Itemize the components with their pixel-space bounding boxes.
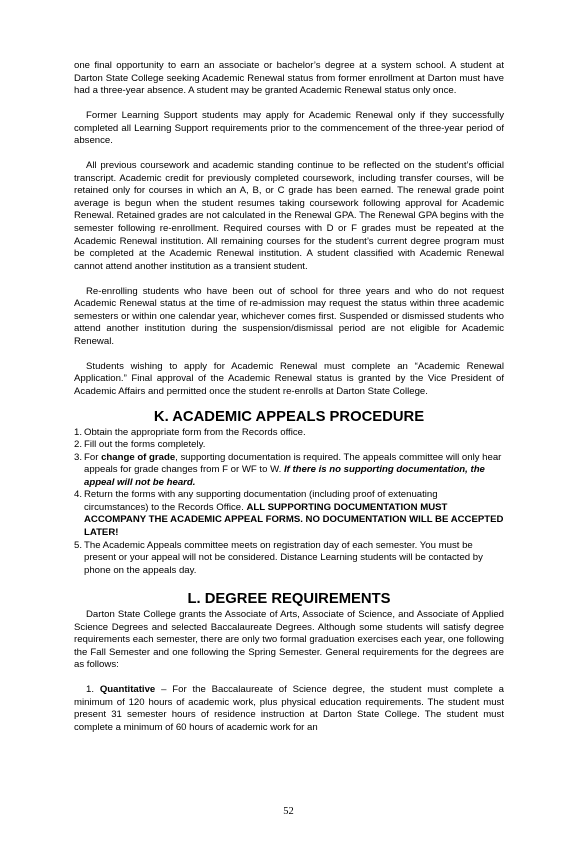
- paragraph-quantitative: 1. Quantitative – For the Baccalaureate of Science degree, the student must complete a minimum of 120 hours of academic work, plus physical education requirements. The student must present 31 semester hours of residence instruction at Darton State College. The student must complete a minimum of 60 hours of academic work for an: [74, 684, 504, 734]
- appeals-steps-list: [74, 427, 504, 578]
- section-heading-degree-requirements: L. DEGREE REQUIREMENTS: [187, 591, 391, 608]
- list-item: 5. The Academic Appeals committee meets on registration day of each semester. You must be present or your appeal will not be considered. Distance Learning students will be contacted by phone on the appeals day.: [74, 539, 483, 576]
- paragraph-previous-coursework: All previous coursework and academic standing continue to be reflected on the student’s official transcript. Academic credit for previously completed coursework, including transfer courses, will be retained only for courses in which an A, B, or C grade has been earned. The renewal grade point average is begun when the student resumes taking coursework following approval for Academic Renewal. Retained grades are not calculated in the Renewal GPA. The Renewal GPA begins with the semester following re-enrollment. Required courses with D or F grades must be repeated at the Academic Renewal institution. All remaining courses for the student’s current degree program must be completed at the Academic Renewal institution. A student classified with Academic Renewal cannot attend another institution as a transient student.: [74, 160, 504, 272]
- paragraph-academic-renewal-intro: one final opportunity to earn an associate or bachelor’s degree at a system school. A student at Darton State College seeking Academic Renewal status from former enrollment at Darton must have had a three-year absence. A student may be granted Academic Renewal status only once.: [74, 60, 504, 97]
- list-item: 1. Obtain the appropriate form from the Records office.: [74, 426, 306, 438]
- paragraph-learning-support: Former Learning Support students may apply for Academic Renewal only if they successfully completed all Learning Support requirements prior to the commencement of the three-year period of absence.: [74, 110, 504, 147]
- document-page: [74, 60, 504, 747]
- list-item: 3. For change of grade, supporting documentation is required. The appeals committee will only hear appeals for grade changes from F or WF to W. If there is no supporting documentation, the appeal will not be heard.: [74, 451, 502, 488]
- page-number: 52: [283, 806, 294, 817]
- paragraph-re-enrolling-students: Re-enrolling students who have been out of school for three years and who do not request Academic Renewal status at the time of re-admission may request the status within three academic semesters or within one calendar year, whichever comes first. Suspended or dismissed students who attend another institution during the suspension/dismissal period are not eligible for Academic Renewal.: [74, 285, 504, 347]
- paragraph-renewal-application: Students wishing to apply for Academic Renewal must complete an “Academic Renewal Application.” Final approval of the Academic Renewal status is granted by the Vice President of Academic Affairs and permitted once the student re-enrolls at Darton State College.: [74, 360, 504, 398]
- list-item: 4. Return the forms with any supporting documentation (including proof of extenuating circumstances) to the Records Office. ALL SUPPORTING DOCUMENTATION MUST ACCOMPANY THE ACADEMIC APPEAL FORMS. NO DOCUMENTATION WILL BE ACCEPTED LATER!: [74, 489, 504, 538]
- paragraph-degree-intro: Darton State College grants the Associate of Arts, Associate of Science, and Associate of Applied Science Degrees and selected Baccalaureate Degrees. Although some students will satisfy degree requirements each semester, there are only two formal graduation exercises each year, one following the Fall Semester and one following the Spring Semester. General requirements for the degrees are as follows:: [74, 609, 504, 671]
- list-item: 2. Fill out the forms completely.: [74, 439, 206, 451]
- section-heading-academic-appeals: K. ACADEMIC APPEALS PROCEDURE: [153, 408, 425, 425]
